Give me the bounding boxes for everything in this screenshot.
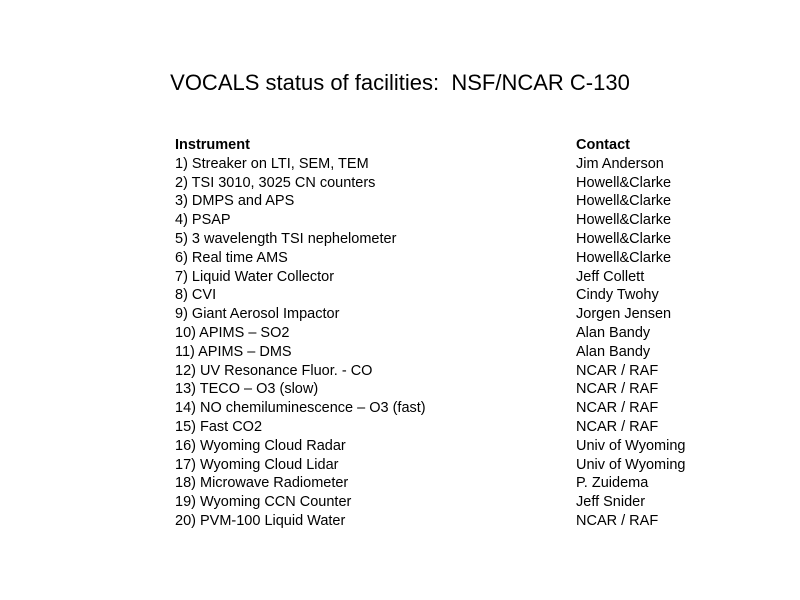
- instrument-column-header: Instrument: [175, 137, 250, 153]
- contact-cell: Howell&Clarke: [576, 249, 672, 266]
- table-row: [175, 192, 735, 211]
- table-row: [175, 155, 735, 174]
- table-row: [175, 493, 735, 512]
- contact-cell: Alan Bandy: [576, 343, 651, 360]
- table-row: [175, 437, 735, 456]
- instrument-cell: 16) Wyoming Cloud Radar: [175, 437, 346, 454]
- contact-cell: Howell&Clarke: [576, 193, 672, 210]
- contact-cell: Howell&Clarke: [576, 212, 672, 229]
- instrument-cell: 7) Liquid Water Collector: [175, 268, 335, 285]
- table-row: [175, 474, 735, 493]
- contact-cell: NCAR / RAF: [576, 400, 659, 417]
- instrument-cell: 20) PVM-100 Liquid Water: [175, 512, 346, 529]
- table-row: [175, 230, 735, 249]
- table-row: [175, 418, 735, 437]
- table-row: [175, 512, 735, 531]
- instrument-cell: 2) TSI 3010, 3025 CN counters: [175, 174, 376, 191]
- contact-cell: Univ of Wyoming: [576, 456, 686, 473]
- instrument-cell: 4) PSAP: [175, 212, 231, 229]
- contact-cell: NCAR / RAF: [576, 418, 659, 435]
- contact-cell: NCAR / RAF: [576, 512, 659, 529]
- table-row: [175, 324, 735, 343]
- instrument-cell: 18) Microwave Radiometer: [175, 475, 349, 492]
- contact-cell: NCAR / RAF: [576, 362, 659, 379]
- contact-cell: NCAR / RAF: [576, 381, 659, 398]
- contact-cell: Howell&Clarke: [576, 174, 672, 191]
- table-row: [175, 399, 735, 418]
- table-row: [175, 249, 735, 268]
- contact-cell: Howell&Clarke: [576, 230, 672, 247]
- page-title: VOCALS status of facilities: NSF/NCAR C-130: [170, 70, 630, 95]
- facilities-table: [175, 136, 735, 531]
- table-row: [175, 362, 735, 381]
- table-row: [175, 211, 735, 230]
- contact-cell: Alan Bandy: [576, 324, 651, 341]
- contact-cell: P. Zuidema: [576, 475, 649, 492]
- instrument-cell: 14) NO chemiluminescence – O3 (fast): [175, 400, 426, 417]
- instrument-cell: 19) Wyoming CCN Counter: [175, 494, 352, 511]
- contact-column-header: Contact: [576, 137, 630, 153]
- contact-cell: Jim Anderson: [576, 155, 664, 172]
- contact-cell: Jeff Snider: [576, 494, 646, 511]
- instrument-cell: 11) APIMS – DMS: [175, 343, 292, 360]
- table-row: [175, 286, 735, 305]
- table-row: [175, 174, 735, 193]
- instrument-cell: 12) UV Resonance Fluor. - CO: [175, 362, 373, 379]
- contact-cell: Cindy Twohy: [576, 287, 659, 304]
- instrument-cell: 17) Wyoming Cloud Lidar: [175, 456, 339, 473]
- contact-cell: Jeff Collett: [576, 268, 645, 285]
- instrument-cell: 5) 3 wavelength TSI nephelometer: [175, 230, 397, 247]
- instrument-cell: 9) Giant Aerosol Impactor: [175, 306, 340, 323]
- table-header-row: [175, 136, 735, 155]
- table-row: [175, 456, 735, 475]
- instrument-cell: 8) CVI: [175, 287, 217, 304]
- instrument-cell: 1) Streaker on LTI, SEM, TEM: [175, 155, 369, 172]
- table-row: [175, 380, 735, 399]
- table-row: [175, 343, 735, 362]
- instrument-cell: 13) TECO – O3 (slow): [175, 381, 319, 398]
- table-row: [175, 268, 735, 287]
- contact-cell: Univ of Wyoming: [576, 437, 686, 454]
- contact-cell: Jorgen Jensen: [576, 306, 672, 323]
- instrument-cell: 15) Fast CO2: [175, 418, 263, 435]
- instrument-cell: 10) APIMS – SO2: [175, 324, 290, 341]
- table-row: [175, 305, 735, 324]
- instrument-cell: 3) DMPS and APS: [175, 193, 295, 210]
- instrument-cell: 6) Real time AMS: [175, 249, 288, 266]
